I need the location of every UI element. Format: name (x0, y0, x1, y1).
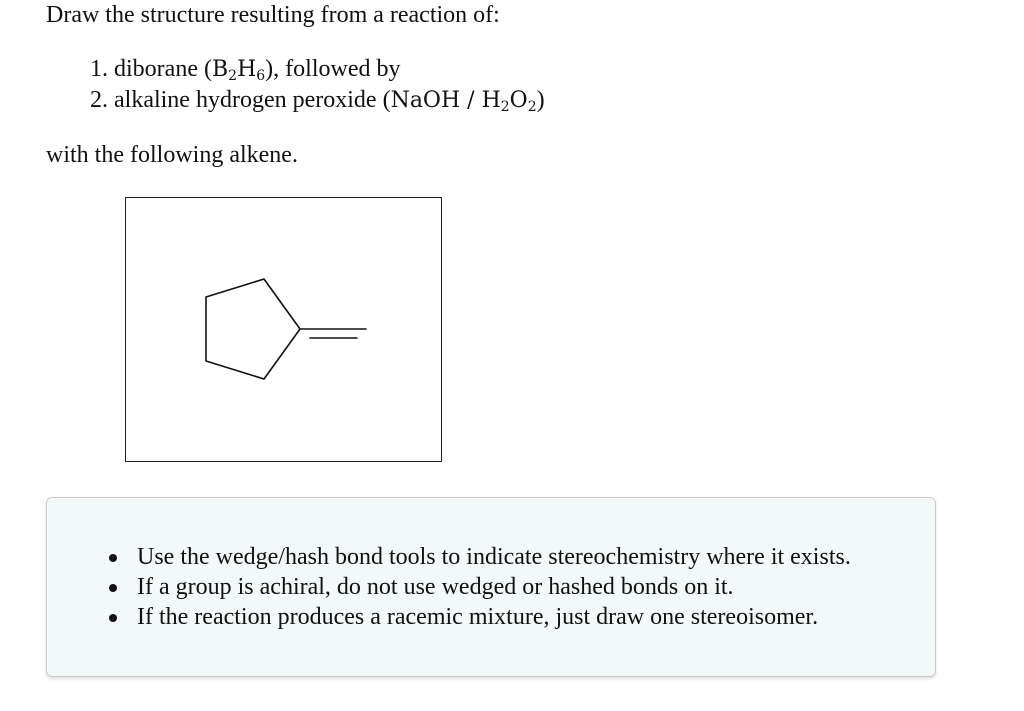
instruction-item: Use the wedge/hash bond tools to indicate stereochemistry where it exists. (109, 542, 851, 572)
question-intro: Draw the structure resulting from a reaction of: (46, 2, 500, 28)
step-2-number: 2. (90, 87, 108, 113)
bullet-icon (109, 584, 117, 592)
peroxide-formula: NaOH / $H_2O_2$ (390, 88, 537, 115)
instruction-list (109, 542, 851, 632)
step-2 (90, 85, 545, 116)
step-2-text: alkaline hydrogen peroxide ( (114, 87, 391, 113)
methylenecyclopentane-structure (126, 198, 443, 463)
cyclopentane-ring (206, 279, 300, 379)
diborane-formula: $B_2H_6$ (211, 57, 266, 84)
step-1-text: diborane ( (114, 56, 212, 82)
instruction-item: If the reaction produces a racemic mixture, just draw one stereoisomer. (109, 602, 851, 632)
instruction-item: If a group is achiral, do not use wedged or hashed bonds on it. (109, 572, 851, 602)
instructions-panel (46, 497, 936, 677)
question-outro: with the following alkene. (46, 142, 298, 168)
step-2-after: ) (536, 87, 545, 113)
reagent-steps (90, 54, 545, 116)
alkene-structure-box (125, 197, 442, 462)
step-1-after: ), followed by (265, 56, 401, 82)
step-1 (90, 54, 545, 85)
step-1-number: 1. (90, 56, 108, 82)
bullet-icon (109, 614, 117, 622)
bullet-icon (109, 554, 117, 562)
